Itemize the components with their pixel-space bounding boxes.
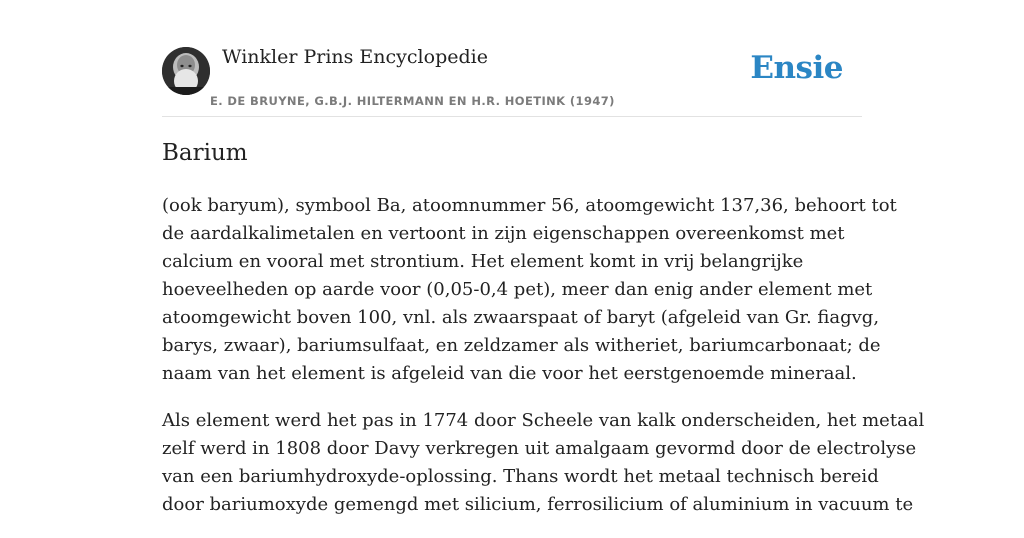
- paragraph-line: hoeveelheden op aarde voor (0,05-0,4 pet), meer dan enig ander element met: [162, 279, 873, 300]
- source-header: [162, 0, 862, 117]
- article-paragraph: [162, 407, 925, 519]
- paragraph-line: barys, zwaar), bariumsulfaat, en zeldzamer als witheriet, bariumcarbonaat; de: [162, 335, 881, 356]
- ensie-logo-link[interactable]: Ensie: [750, 50, 843, 86]
- paragraph-line: zelf werd in 1808 door Davy verkregen uit amalgaam gevormd door de electrolyse: [162, 438, 917, 459]
- paragraph-line: atoomgewicht boven 100, vnl. als zwaarspaat of baryt (afgeleid van Gr. fiagvg,: [162, 307, 880, 328]
- article-paragraph: [162, 192, 897, 388]
- paragraph-line: calcium en vooral met strontium. Het element komt in vrij belangrijke: [162, 251, 804, 272]
- portrait-icon: [162, 47, 210, 95]
- author-avatar[interactable]: [162, 47, 210, 95]
- source-title-link[interactable]: Winkler Prins Encyclopedie: [222, 46, 488, 68]
- source-authors: E. DE BRUYNE, G.B.J. HILTERMANN EN H.R. HOETINK (1947): [210, 94, 615, 108]
- paragraph-line: Als element werd het pas in 1774 door Scheele van kalk onderscheiden, het metaal: [162, 410, 925, 431]
- paragraph-line: door bariumoxyde gemengd met silicium, ferrosilicium of aluminium in vacuum te: [162, 494, 914, 515]
- paragraph-line: van een bariumhydroxyde-oplossing. Thans wordt het metaal technisch bereid: [162, 466, 879, 487]
- paragraph-line: naam van het element is afgeleid van die voor het eerstgenoemde mineraal.: [162, 363, 857, 384]
- paragraph-line: de aardalkalimetalen en vertoont in zijn eigenschappen overeenkomst met: [162, 223, 845, 244]
- article-body: [162, 192, 925, 538]
- article-title: Barium: [162, 140, 248, 166]
- paragraph-line: (ook baryum), symbool Ba, atoomnummer 56, atoomgewicht 137,36, behoort tot: [162, 195, 897, 216]
- page-container: [162, 0, 925, 515]
